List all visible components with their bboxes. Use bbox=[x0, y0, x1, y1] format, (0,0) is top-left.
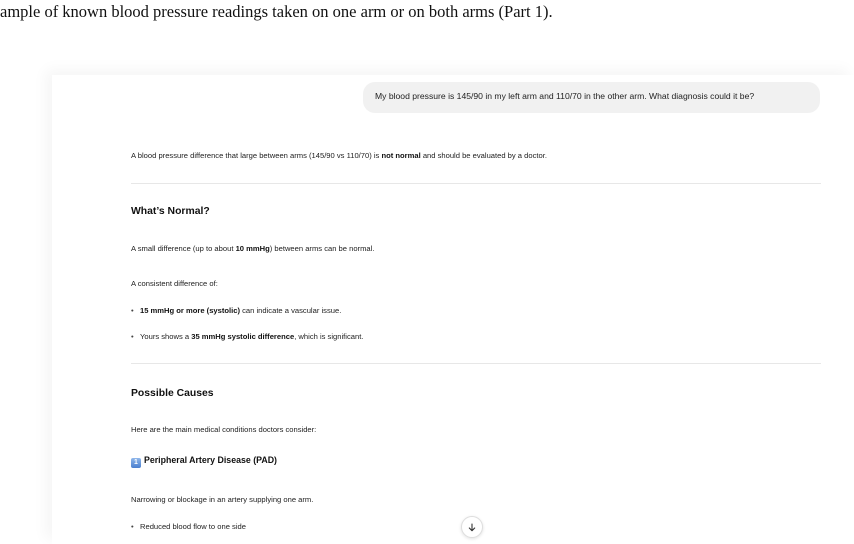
bullet-dot: • bbox=[131, 522, 134, 531]
list-item bbox=[131, 306, 341, 315]
small-difference-text bbox=[131, 244, 374, 253]
consistent-difference-text: A consistent difference of: bbox=[131, 279, 218, 288]
section-divider bbox=[131, 183, 821, 184]
scroll-to-bottom-button[interactable] bbox=[461, 516, 483, 538]
small-diff-text-end: ) between arms can be normal. bbox=[269, 244, 375, 253]
bullet-dot: • bbox=[131, 306, 134, 315]
small-diff-bold: 10 mmHg bbox=[235, 244, 270, 253]
cause-1-title bbox=[131, 455, 277, 468]
bullet-bold: 15 mmHg or more (systolic) bbox=[140, 306, 241, 315]
small-diff-text: A small difference (up to about bbox=[131, 244, 236, 253]
possible-causes-heading: Possible Causes bbox=[131, 388, 214, 399]
intro-bold: not normal bbox=[381, 151, 421, 160]
bullet-text: can indicate a vascular issue. bbox=[240, 306, 342, 315]
chat-screenshot bbox=[52, 75, 854, 544]
bullet-text: Yours shows a bbox=[140, 332, 192, 341]
bullet-text: Reduced blood flow to one side bbox=[140, 522, 246, 531]
intro-text: A blood pressure difference that large between arms (145/90 vs 110/70) is bbox=[131, 151, 382, 160]
document-caption: ample of known blood pressure readings taken on one arm or on both arms (Part 1). bbox=[0, 2, 553, 21]
user-message-bubble: My blood pressure is 145/90 in my left arm and 110/70 in the other arm. What diagnosis could it be? bbox=[363, 82, 820, 113]
list-item bbox=[131, 522, 246, 531]
causes-intro-text: Here are the main medical conditions doctors consider: bbox=[131, 425, 317, 434]
number-one-icon: 1 bbox=[131, 458, 141, 468]
whats-normal-heading: What’s Normal? bbox=[131, 206, 210, 217]
intro-text-end: and should be evaluated by a doctor. bbox=[420, 151, 547, 160]
arrow-down-icon bbox=[468, 523, 476, 532]
response-intro bbox=[131, 151, 547, 160]
section-divider bbox=[131, 363, 821, 364]
cause-title-text: Peripheral Artery Disease (PAD) bbox=[144, 455, 277, 465]
cause-1-description: Narrowing or blockage in an artery supplying one arm. bbox=[131, 495, 314, 504]
bullet-text-end: , which is significant. bbox=[294, 332, 364, 341]
bullet-dot: • bbox=[131, 332, 134, 341]
bullet-bold: 35 mmHg systolic difference bbox=[191, 332, 295, 341]
list-item bbox=[131, 332, 363, 341]
